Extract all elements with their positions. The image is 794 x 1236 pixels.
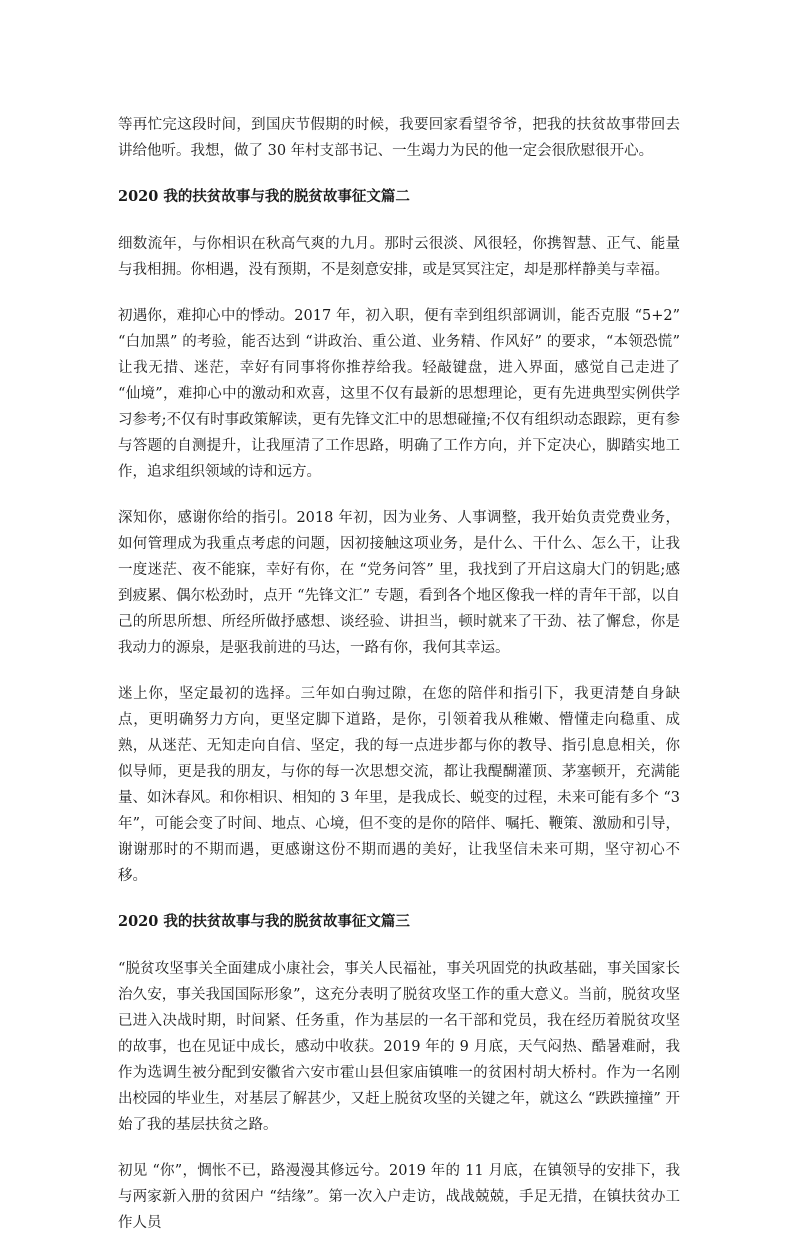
document-body bbox=[118, 112, 680, 1236]
section-heading-3: 2020 我的扶贫故事与我的脱贫故事征文篇三 bbox=[118, 913, 410, 930]
paragraph-1: 等再忙完这段时间，到国庆节假期的时候，我要回家看望爷爷，把我的扶贫故事带回去讲给他听。我想，做了 30 年村支部书记、一生竭力为民的他一定会很欣慰很开心。 bbox=[118, 117, 680, 159]
paragraph-5: 迷上你，坚定最初的选择。三年如白驹过隙，在您的陪伴和指引下，我更清楚自身缺点，更明确努力方向，更坚定脚下道路，是你，引领着我从稚嫩、懵懂走向稳重、成熟，从迷茫、无知走向自信、坚定，我的每一点进步都与你的教导、指引息息相关，你似导师，更是我的朋友，与你的每一次思想交流，都让我醍醐灌顶、茅塞顿开，充满能量、如沐春风。和你相识、相知的 3 年里，是我成长、蜕变的过程，未来可能有多个 “3 年”，可能会变了时间、地点、心境，但不变的是你的陪伴、嘱托、鞭策、激励和引导，谢谢那时的不期而遇，更感谢这份不期而遇的美好，让我坚信未来可期，坚守初心不移。 bbox=[118, 686, 680, 884]
paragraph-3: 初遇你，难抑心中的悸动。2017 年，初入职，便有幸到组织部调训，能否克服 “5+2” “白加黑” 的考验，能否达到 “讲政治、重公道、业务精、作风好” 的要求，“本领恐慌” 让我无措、迷茫，幸好有同事将你推荐给我。轻敲键盘，进入界面，感觉自己走进了 “仙境”，难抑心中的激动和欢喜，这里不仅有最新的思想理论，更有先进典型实例供学习参考;不仅有时事政策解读，更有先锋文汇中的思想碰撞;不仅有组织动态跟踪，更有参与答题的自测提升，让我厘清了工作思路，明确了工作方向，并下定决心，脚踏实地工作，追求组织领域的诗和远方。 bbox=[118, 308, 680, 480]
section-heading-2: 2020 我的扶贫故事与我的脱贫故事征文篇二 bbox=[118, 188, 410, 205]
paragraph-6: “脱贫攻坚事关全面建成小康社会，事关人民福祉，事关巩固党的执政基础，事关国家长治久安，事关我国国际形象”，这充分表明了脱贫攻坚工作的重大意义。当前，脱贫攻坚已进入决战时期，时间紧、任务重，作为基层的一名干部和党员，我在经历着脱贫攻坚的故事，也在见证中成长，感动中收获。2019 年的 9 月底，天气闷热、酷暑难耐，我作为选调生被分配到安徽省六安市霍山县但家庙镇唯一的贫困村胡大桥村。作为一名刚出校园的毕业生，对基层了解甚少，又赶上脱贫攻坚的关键之年，就这么 “跌跌撞撞” 开始了我的基层扶贫之路。 bbox=[118, 961, 680, 1133]
paragraph-7: 初见 “你”，惆怅不已，路漫漫其修远兮。2019 年的 11 月底，在镇领导的安排下，我与两家新入册的贫困户 “结缘”。第一次入户走访，战战兢兢，手足无措，在镇扶贫办工作人员 bbox=[118, 1163, 680, 1231]
paragraph-2: 细数流年，与你相识在秋高气爽的九月。那时云很淡、风很轻，你携智慧、正气、能量与我相拥。你相遇，没有预期，不是刻意安排，或是冥冥注定，却是那样静美与幸福。 bbox=[118, 236, 680, 278]
paragraph-4: 深知你，感谢你给的指引。2018 年初，因为业务、人事调整，我开始负责党费业务，如何管理成为我重点考虑的问题，因初接触这项业务，是什么、干什么、怎么干，让我一度迷茫、夜不能寐，幸好有你，在 “党务问答” 里，我找到了开启这扇大门的钥匙;感到疲累、偶尔松劲时，点开 “先锋文汇” 专题，看到各个地区像我一样的青年干部，以自己的所思所想、所经所做抒感想、谈经验、讲担当，顿时就来了干劲、祛了懈怠，你是我动力的源泉，是驱我前进的马达，一路有你，我何其幸运。 bbox=[118, 510, 680, 656]
